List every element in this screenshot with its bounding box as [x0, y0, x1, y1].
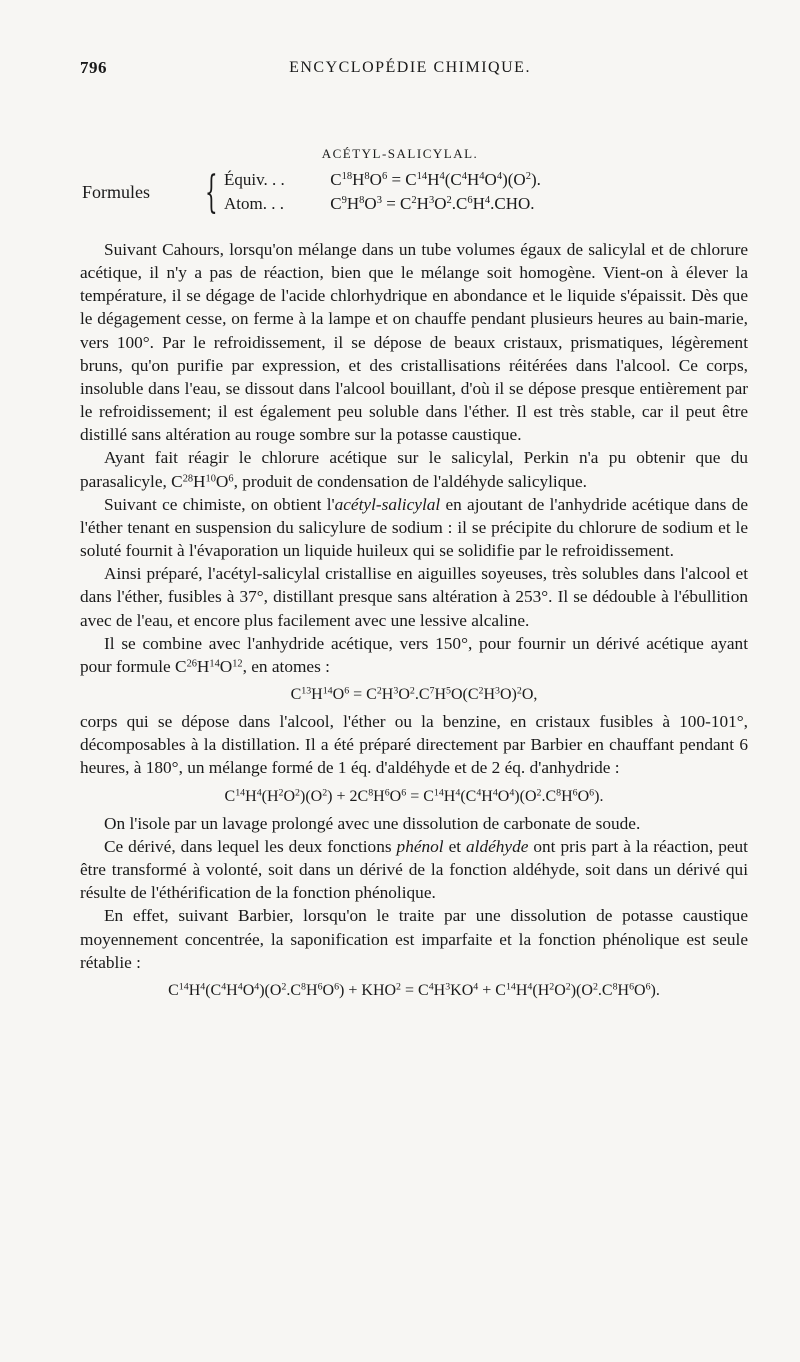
paragraph-5: Il se combine avec l'anhydride acétique, vers 150°, pour fournir un dérivé acétique ayant pour formule $C^{26}H^{14}O^{12}$, en atomes :	[80, 633, 748, 676]
formula-block	[82, 166, 742, 222]
running-header	[80, 58, 740, 82]
brace-icon: {	[205, 167, 218, 218]
paragraph-2: Ayant fait réagir le chlorure acétique sur le salicylal, Perkin n'a pu obtenir que du parasalicyle, $C^{28}H^{10}O^6$, produit de condensation de l'aldéhyde salicylique.	[80, 448, 748, 491]
paragraph-3-end: en ajoutant de l'anhydride acétique dans de l'éther tenant en suspension du salicylure de sodium : il se précipite du chlorure de sodium et le soluté fournit à l'évaporation un liquide huileux qui se solidifie par le refroidissement.	[80, 494, 749, 561]
paragraph-6: corps qui se dépose dans l'alcool, l'éther ou la benzine, en cristaux fusibles à 100-101°, décomposables à la distillation. Il a été préparé directement par Barbier en chauffant pendant 6 heures, à 180°, un mélange formé de 1 éq. d'aldéhyde et de 2 éq. d'anhydride :	[80, 712, 748, 778]
atom-label: Atom. . .	[224, 194, 284, 213]
equation-2: $C^{14}H^4(H^2O^2)(O^2) + 2C^8H^6O^6 = C^{14}H^4(C^4H^4O^4)(O^2.C^8H^6O^6)$.	[224, 787, 604, 805]
equation-1: $C^{13}H^{14}O^6 = C^2H^3O^2.C^7H^5O(C^2H^3O)^2O$,	[290, 685, 538, 703]
paragraph-7: On l'isole par un lavage prolongé avec une dissolution de carbonate de soude.	[104, 813, 641, 833]
equiv-formula: $C^{18}H^8O^6 = C^{14}H^4(C^4H^4O^4)(O^2)$.	[330, 170, 541, 189]
paragraph-8-c: ont pris part à la réaction, peut être transformé à volonté, soit dans un dérivé de la fonction aldéhyde, soit dans un dérivé qui résulte de l'éthérification de la fonction phénolique.	[80, 836, 748, 903]
section-heading: ACÉTYL-SALICYLAL.	[321, 146, 479, 161]
paragraph-4: Ainsi préparé, l'acétyl-salicylal cristallise en aiguilles soyeuses, très solubles dans l'alcool et dans l'éther, fusibles à 37°, distillant presque sans altération à 253°. Il se dédouble à l'ébullition avec de l'eau, et encore plus facilement avec une lessive alcaline.	[80, 564, 748, 630]
body-text	[80, 238, 748, 1006]
paragraph-8-italic-1: phénol	[396, 836, 444, 856]
paragraph-3-italic: acétyl-salicylal	[334, 494, 441, 514]
formula-row-atom	[224, 194, 535, 214]
paragraph-8-a: Ce dérivé, dans lequel les deux fonctions	[104, 836, 397, 856]
running-title: ENCYCLOPÉDIE CHIMIQUE.	[289, 59, 531, 76]
page-number: 796	[80, 58, 107, 77]
paragraph-3-start: Suivant ce chimiste, on obtient l'	[104, 494, 335, 514]
paragraph-8-b: et	[443, 836, 467, 856]
formula-row-equiv	[224, 170, 541, 190]
paragraph-8-italic-2: aldéhyde	[466, 836, 529, 856]
formula-label: Formules	[82, 182, 151, 202]
paragraph-9: En effet, suivant Barbier, lorsqu'on le traite par une dissolution de potasse caustique moyennement concentrée, la saponification est imparfaite et la fonction phénolique est seule rétablie :	[80, 906, 748, 972]
paragraph-3	[80, 493, 748, 562]
equation-3: $C^{14}H^4(C^4H^4O^4)(O^2.C^8H^6O^6) + KHO^2 = C^4H^3KO^4 + C^{14}H^4(H^2O^2)(O^2.C^8H^6O^6)$.	[168, 981, 660, 999]
paragraph-8	[80, 835, 748, 904]
paragraph-1: Suivant Cahours, lorsqu'on mélange dans un tube volumes égaux de salicylal et de chlorure acétique, il n'y a pas de réaction, bien que le mélange soit homogène. Vient-on à élever la température, il se dégage de l'acide chlorhydrique en abondance et le liquide s'épaissit. Dès que le dégagement cesse, on ferme à la lampe et on chauffe pendant plusieurs heures au bain-marie, vers 100°. Par le refroidissement, il se dépose de beaux cristaux, prismatiques, légèrement bruns, qu'on purifie par expression, et des cristallisations réitérées dans l'alcool. Ce corps, insoluble dans l'eau, se dissout dans l'alcool bouillant, d'où il se dépose presque entièrement par le refroidissement; il est également peu soluble dans l'éther. Il est très stable, car il peut être distillé sans altération au rouge sombre sur la potasse caustique.	[80, 240, 748, 445]
atom-formula: $C^9H^8O^3 = C^2H^3O^2.C^6H^4.CHO$.	[330, 194, 535, 213]
equiv-label: Équiv. . .	[224, 170, 285, 189]
